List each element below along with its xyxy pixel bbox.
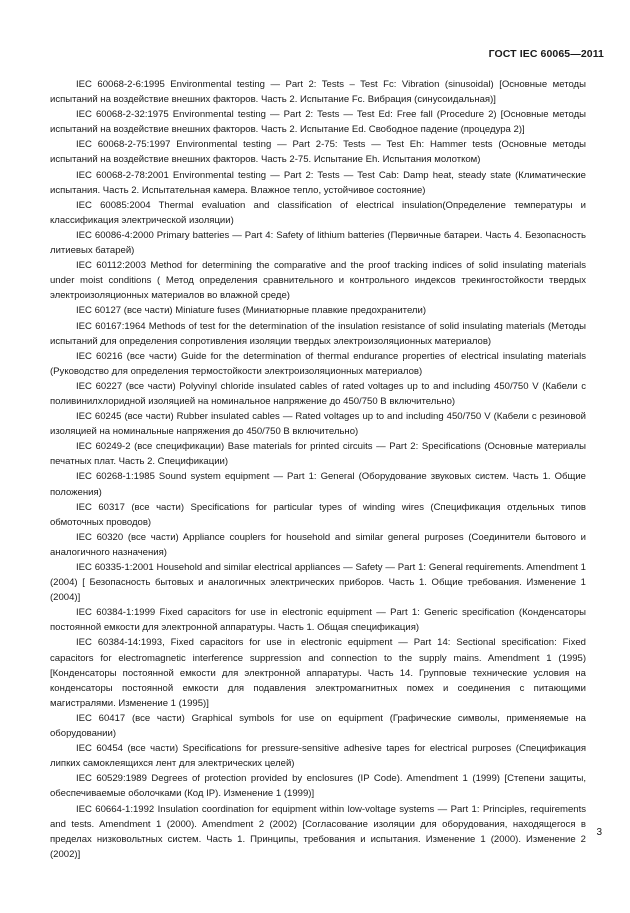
page-number: 3	[596, 827, 602, 838]
reference-entry: IEC 60529:1989 Degrees of protection provided by enclosures (IP Code). Amendment 1 (1999) [Степени защиты, обеспечиваемые оболочками (Код IP). Изменение 1 (1999)]	[50, 773, 586, 800]
reference-entry: IEC 60216 (все части) Guide for the determination of thermal endurance properties of electrical insulating materials (Руководство для определения термостойкости электроизоляционных материалов)	[50, 350, 586, 377]
reference-entry: IEC 60317 (все части) Specifications for particular types of winding wires (Спецификация отдельных типов обмоточных проводов)	[50, 501, 586, 528]
reference-entry: IEC 60085:2004 Thermal evaluation and classification of electrical insulation(Определение температуры и классификация электрической изоляции)	[50, 199, 586, 226]
reference-entry: IEC 60068-2-6:1995 Environmental testing — Part 2: Tests – Test Fc: Vibration (sinusoidal) [Основные методы испытаний на воздействие внешних факторов. Часть 2. Испытание Fc. Вибрация (синусоидальная)]	[50, 79, 586, 106]
reference-entry: IEC 60249-2 (все спецификации) Base materials for printed circuits — Part 2: Specifications (Основные материалы печатных плат. Часть 2. Спецификации)	[50, 441, 586, 468]
reference-entry: IEC 60320 (все части) Appliance couplers for household and similar general purposes (Соединители бытового и аналогичного назначения)	[50, 531, 586, 558]
reference-entry: IEC 60245 (все части) Rubber insulated cables — Rated voltages up to and including 450/750 V (Кабели с резиновой изоляцией на номинальные напряжения до 450/750 В включительно)	[50, 411, 586, 438]
reference-entry: IEC 60068-2-32:1975 Environmental testing — Part 2: Tests — Test Ed: Free fall (Procedure 2) [Основные методы испытаний на воздействие внешних факторов. Часть 2. Испытание Ed. Свободное падение (процедура 2)]	[50, 109, 586, 136]
reference-entry: IEC 60417 (все части) Graphical symbols for use on equipment (Графические символы, применяемые на оборудовании)	[50, 712, 586, 740]
reference-entry: IEC 60167:1964 Methods of test for the determination of the insulation resistance of solid insulating materials (Методы испытаний для определения сопротивления изоляции твердых электроизоляционных материалов)	[50, 320, 586, 347]
reference-entry: IEC 60127 (все части) Miniature fuses (Миниатюрные плавкие предохранители)	[76, 305, 427, 317]
reference-entry: IEC 60227 (все части) Polyvinyl chloride insulated cables of rated voltages up to and including 450/750 V (Кабели с поливинилхлоридной изоляцией на номинальное напряжение до 450/750 В включительно)	[50, 380, 586, 407]
reference-entry: IEC 60068-2-78:2001 Environmental testing — Part 2: Tests — Test Cab: Damp heat, steady state (Климатические испытания. Часть 2. Испытательная камера. Влажное тепло, устойчивое состояние)	[50, 169, 586, 196]
standard-header: ГОСТ IEC 60065—2011	[488, 48, 604, 60]
reference-entry: IEC 60384-1:1999 Fixed capacitors for use in electronic equipment — Part 1: Generic specification (Конденсаторы постоянной емкости для электронной аппаратуры. Часть 1. Общая спецификация)	[50, 607, 586, 634]
reference-entry: IEC 60112:2003 Method for determining the comparative and the proof tracking indices of solid insulating materials under moist conditions ( Метод определения сравнительного и контрольного индексов трекингостойкости твердых электроизоляционных материалов во влажной среде)	[50, 260, 586, 302]
reference-entry: IEC 60664-1:1992 Insulation coordination for equipment within low-voltage systems — Part 1: Principles, requirements and tests. Amendment 1 (2000). Amendment 2 (2002) [Согласование изоляции для оборудования, находящегося в пределах низковольтных систем. Часть 1. Принципы, требования и испытания. Изменение 1 (2000). Изменение 2 (2002)]	[50, 803, 586, 860]
reference-entry: IEC 60335-1:2001 Household and similar electrical appliances — Safety — Part 1: General requirements. Amendment 1 (2004) [ Безопасность бытовых и аналогичных электрических приборов. Часть 1. Общие требования. Изменение 1 (2004)]	[50, 562, 586, 604]
normative-references-list	[50, 77, 586, 862]
reference-entry: IEC 60068-2-75:1997 Environmental testing — Part 2-75: Tests — Test Eh: Hammer tests (Основные методы испытаний на воздействие внешних факторов. Часть 2-75. Испытание Eh. Испытания молотком)	[50, 139, 586, 166]
reference-entry: IEC 60086-4:2000 Primary batteries — Part 4: Safety of lithium batteries (Первичные батареи. Часть 4. Безопасность литиевых батарей)	[50, 229, 586, 257]
reference-entry: IEC 60384-14:1993, Fixed capacitors for use in electronic equipment — Part 14: Sectional specification: Fixed capacitors for electromagnetic interference suppression and connection to the supply mains. Amendment 1 (1995) [Конденсаторы постоянной емкости для электронной аппаратуры. Часть 14. Групповые технические условия на конденсаторы постоянной емкости для подавления электромагнитных помех и соединения с питающими магистралями. Изменение 1 (1995)]	[50, 637, 586, 709]
reference-entry: IEC 60268-1:1985 Sound system equipment — Part 1: General (Оборудование звуковых систем. Часть 1. Общие положения)	[50, 471, 586, 498]
reference-entry: IEC 60454 (все части) Specifications for pressure-sensitive adhesive tapes for electrical purposes (Спецификация липких самоклеящихся лент для электрических целей)	[50, 743, 586, 770]
